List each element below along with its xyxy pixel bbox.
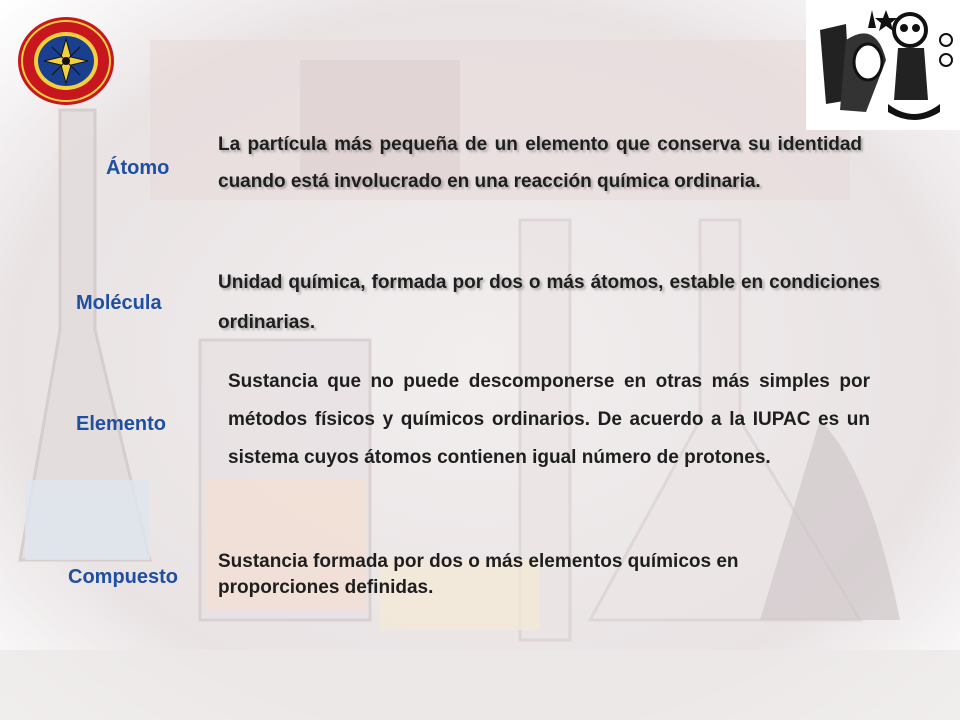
definition-compuesto: Sustancia formada por dos o más elementos químicos en proporciones definidas. [218, 551, 739, 598]
chemistry-clipart-icon [806, 0, 960, 130]
term-atomo: Átomo [106, 157, 170, 179]
term-elemento: Elemento [76, 413, 167, 435]
definition-molecula: Unidad química, formada por dos o más átomos, estable en condiciones ordinarias. [218, 272, 880, 333]
term-molecula: Molécula [76, 292, 162, 314]
definition-atomo: La partícula más pequeña de un elemento que conserva su identidad cuando está involucrado en una reacción química ordinaria. [218, 134, 862, 192]
term-compuesto: Compuesto [68, 566, 178, 588]
definition-elemento: Sustancia que no puede descomponerse en otras más simples por métodos físicos y químicos ordinarios. De acuerdo a la IUPAC es un sistema cuyos átomos contienen igual número de protones. [228, 371, 870, 468]
university-seal-logo [16, 15, 116, 107]
